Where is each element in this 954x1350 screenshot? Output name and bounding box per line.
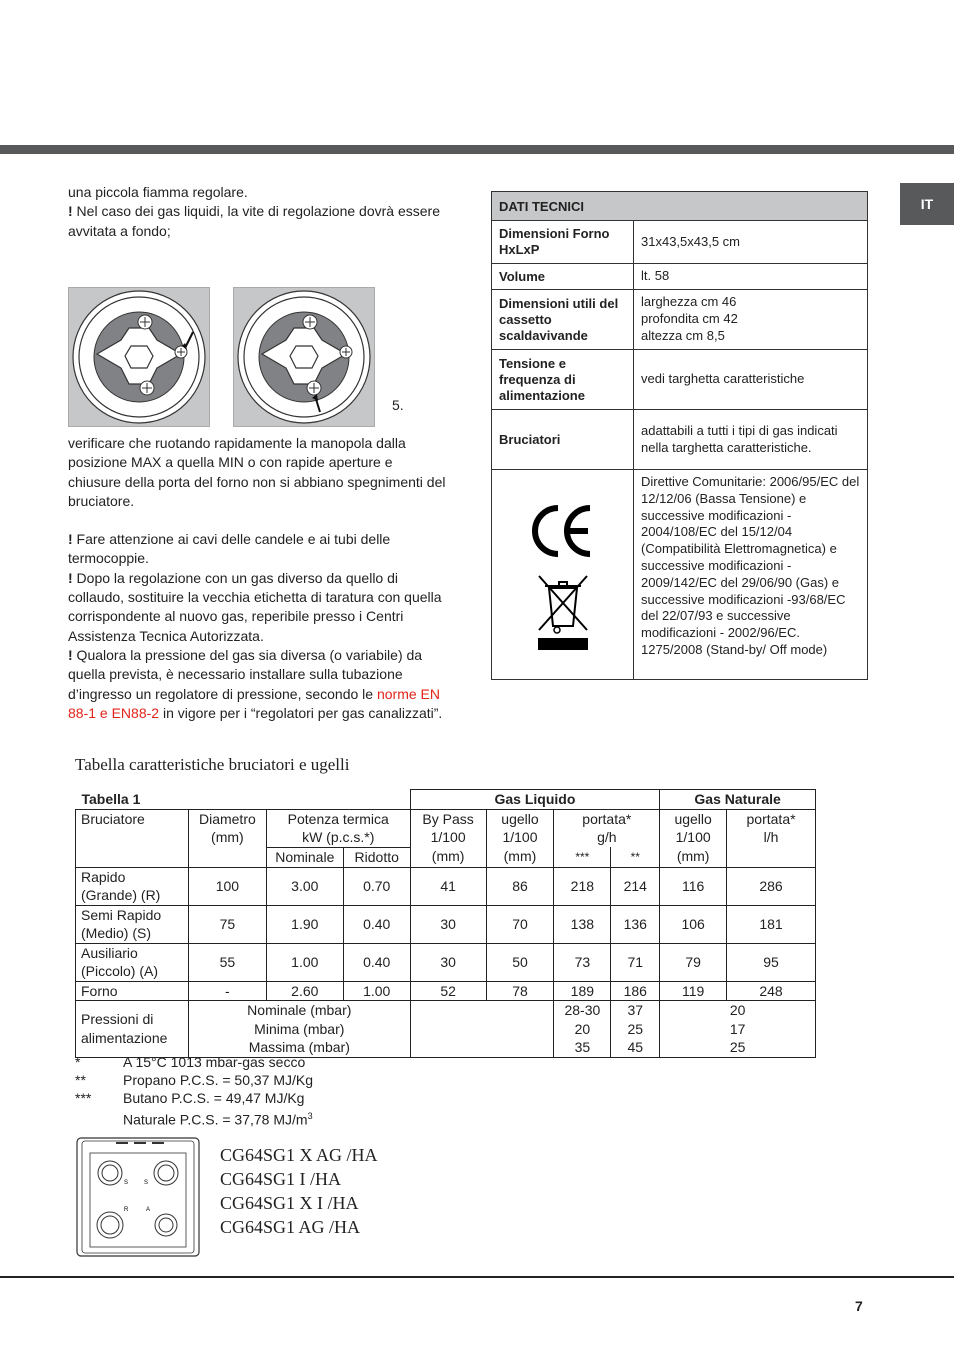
norms-reference: norme EN 88-1 e EN88-2 <box>68 685 441 721</box>
page-number: 7 <box>855 1298 863 1314</box>
warning-mark: ! <box>68 531 73 548</box>
model-name: CG64SG1 I /HA <box>220 1169 342 1189</box>
paragraph: ! Dopo la regolazione con un gas diverso da quello di collaudo, sostituire la vecchia etichetta di taratura con quella corrispondente al nuovo gas, reperibile presso i Centri Assistenza Tecnica Autorizzata. <box>68 569 442 644</box>
footnote: * A 15°C 1013 mbar-gas secco <box>75 1054 306 1070</box>
language-tab: IT <box>900 183 954 225</box>
header-burner: Bruciatore <box>76 809 189 867</box>
footnote: *** Butano P.C.S. = 49,47 MJ/Kg <box>75 1090 305 1106</box>
header-propane: ** <box>611 847 660 867</box>
paragraph: ! Fare attenzione ai cavi delle candele e ai tubi delle termocoppie. <box>68 531 391 567</box>
table-label: Tabella 1 <box>76 790 411 810</box>
table-row: Pressioni di alimentazione Nominale (mbar) Minima (mbar) Massima (mbar) 28-30 20 35 37 25 45 20 17 25 <box>76 1001 816 1058</box>
table-row: Semi Rapido (Medio) (S) 75 1.90 0.40 30 70 138 136 106 181 <box>76 905 816 943</box>
burner-table-caption: Tabella caratteristiche bruciatori e ugelli <box>75 755 350 774</box>
model-list <box>220 1143 378 1239</box>
paragraph: ! Nel caso dei gas liquidi, la vite di regolazione dovrà essere avvitata a fondo; <box>68 203 440 239</box>
table-title: DATI TECNICI <box>492 192 868 221</box>
header-nominal: Nominale <box>266 847 343 867</box>
table-row <box>492 470 868 680</box>
header-bypass: By Pass 1/100 (mm) <box>410 809 486 867</box>
group-header-liquid: Gas Liquido <box>410 790 660 810</box>
model-name: CG64SG1 AG /HA <box>220 1217 361 1237</box>
header-butane: *** <box>554 847 611 867</box>
table-row: Dimensioni Forno HxLxP 31x43,5x43,5 cm <box>492 221 868 264</box>
paragraph: una piccola fiamma regolare. <box>68 184 248 200</box>
header-diameter: Diametro (mm) <box>188 809 266 867</box>
weee-bin-icon <box>535 574 591 652</box>
header-power: Potenza termica kW (p.c.s.*) <box>266 809 410 847</box>
table-row: Rapido (Grande) (R) 100 3.00 0.70 41 86 218 214 116 286 <box>76 867 816 905</box>
hob-label: S <box>124 1180 129 1186</box>
table-row: Bruciatori adattabili a tutti i tipi di gas indicati nella targhetta caratteristiche. <box>492 410 868 470</box>
warning-mark: ! <box>68 203 73 220</box>
header-flow-lh: portata* l/h <box>727 809 816 867</box>
knob-screw-icon <box>234 288 374 426</box>
knob-screw-icon <box>69 288 209 426</box>
warning-mark: ! <box>68 569 73 586</box>
hob-diagram <box>76 1137 200 1257</box>
hob-layout-icon <box>76 1137 200 1257</box>
header-flow-gh: portata* g/h <box>554 809 660 847</box>
footnote: Naturale P.C.S. = 37,78 $MJ/m^3$ <box>123 1111 313 1128</box>
table-row: Volume lt. 58 <box>492 264 868 290</box>
header-nozzle-natural: ugello 1/100 (mm) <box>660 809 727 867</box>
header-nozzle: ugello 1/100 (mm) <box>486 809 554 867</box>
paragraph: verificare che ruotando rapidamente la manopola dalla posizione MAX a quella MIN o con rapide aperture e chiusure della porta del forno non si abbiano spegnimenti del bruciatore. <box>68 435 446 509</box>
regulation-figure-right <box>233 287 375 427</box>
table-row: Dimensioni utili del cassetto scaldavivande larghezza cm 46 profondita cm 42 altezza cm 8,5 <box>492 290 868 350</box>
header-reduced: Ridotto <box>343 847 410 867</box>
intro-text <box>68 183 448 241</box>
footnote: ** Propano P.C.S. = 50,37 MJ/Kg <box>75 1072 314 1088</box>
burner-table <box>75 789 816 1058</box>
top-rule <box>0 145 954 154</box>
model-name: CG64SG1 X AG /HA <box>220 1145 378 1165</box>
ce-mark-icon <box>528 502 598 560</box>
hob-label: R <box>124 1207 129 1213</box>
table-row: Forno - 2.60 1.00 52 78 189 186 119 248 <box>76 981 816 1001</box>
hob-label: A <box>146 1207 151 1213</box>
technical-data-table <box>491 191 868 680</box>
bottom-rule <box>0 1276 954 1278</box>
figure-number: 5. <box>392 397 404 413</box>
hob-label: S <box>144 1180 149 1186</box>
certification-marks <box>492 470 634 680</box>
table-row: Tensione e frequenza di alimentazione vedi targhetta caratteristiche <box>492 350 868 410</box>
group-header-natural: Gas Naturale <box>660 790 816 810</box>
table-row: Ausiliario (Piccolo) (A) 55 1.00 0.40 30 50 73 71 79 95 <box>76 943 816 981</box>
footnotes <box>75 1053 313 1129</box>
warning-mark: ! <box>68 646 73 663</box>
directives-text: Direttive Comunitarie: 2006/95/EC del 12/12/06 (Bassa Tensione) e successive modificazioni - 2004/108/EC del 15/12/04 (Compatibilità Elettromagnetica) e successive modificazioni - 2009/142/EC del 29/06/90 (Gas) e successive modificazioni -93/68/EC del 22/07/93 e successive modificazioni - 2002/96/EC. 1275/2008 (Stand-by/ Off mode) <box>634 470 868 680</box>
instructions-text <box>68 434 448 723</box>
paragraph: ! Qualora la pressione del gas sia diversa (o variabile) da quella prevista, è necessario installare sulla tubazione d’ingresso un regolatore di pressione, secondo le norme EN 88-1 e EN88-2 in vigore per i “regolatori per gas canalizzati”. <box>68 646 443 721</box>
regulation-figure-left <box>68 287 210 427</box>
model-name: CG64SG1 X I /HA <box>220 1193 359 1213</box>
